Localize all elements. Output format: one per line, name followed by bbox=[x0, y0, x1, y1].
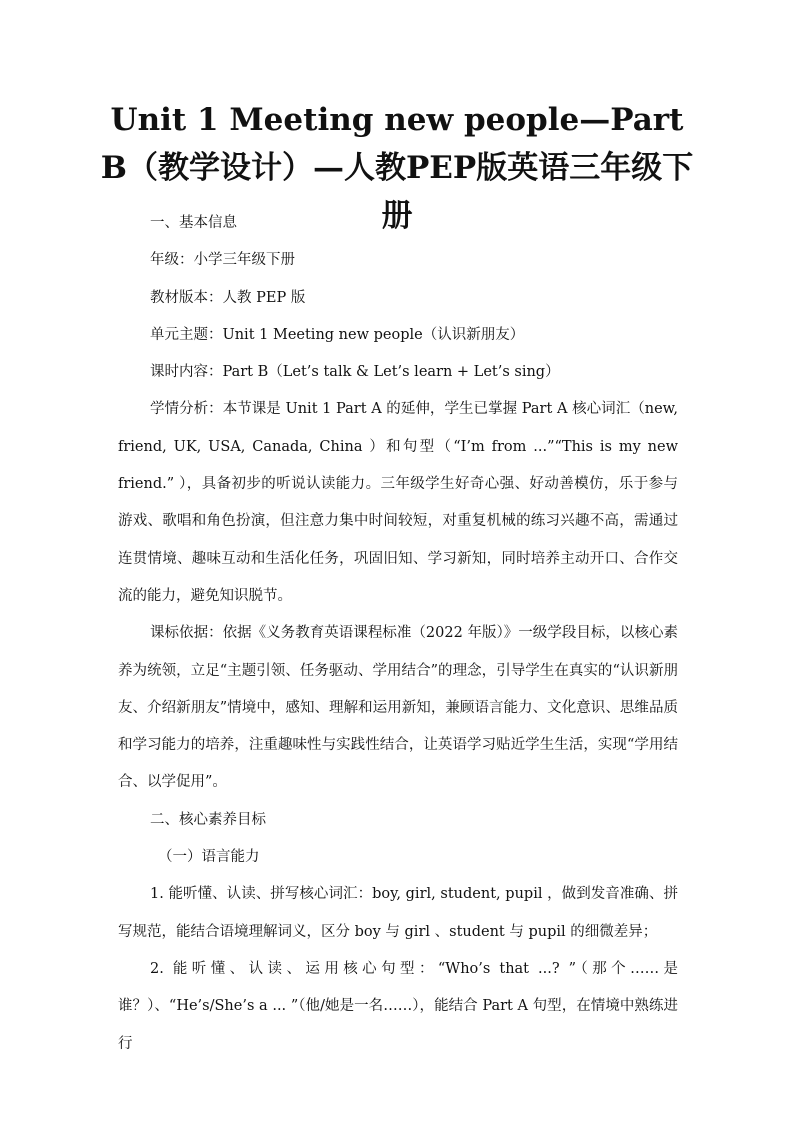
language-ability-heading: （一）语言能力 bbox=[158, 849, 260, 866]
document-body bbox=[118, 205, 678, 1063]
goal-1-paragraph: 1. 能听懂、认读、拼写核心词汇：boy, girl, student, pupil ，做到发音准确、拼写规范，能结合语境理解词义，区分 boy 与 girl 、student 与 pupil 的细微差异； bbox=[118, 886, 678, 940]
grade-line: 年级：小学三年级下册 bbox=[150, 252, 295, 269]
lesson-content-line: 课时内容：Part B（Let’s talk & Let’s learn + Let’s sing） bbox=[150, 364, 560, 381]
curriculum-basis-paragraph: 课标依据：依据《义务教育英语课程标准（2022 年版）》一级学段目标，以核心素养为统领，立足“主题引领、任务驱动、学用结合”的理念，引导学生在真实的“认识新朋友、介绍新朋友”情境中，感知、理解和运用新知，兼顾语言能力、文化意识、思维品质和学习能力的培养，注重趣味性与实践性结合，让英语学习贴近学生生活，实现“学用结合、以学促用”。 bbox=[118, 625, 678, 791]
unit-theme-line: 单元主题：Unit 1 Meeting new people（认识新朋友） bbox=[150, 326, 525, 343]
document-title: Unit 1 Meeting new people—Part B（教学设计）—人教PEP版英语三年级下册 bbox=[100, 102, 694, 234]
learner-analysis-paragraph: 学情分析：本节课是 Unit 1 Part A 的延伸，学生已掌握 Part A 核心词汇（new, friend, UK, USA, Canada, China ）和句型（“I’m from ...”“This is my new friend.” ），具备初步的听说认读能力。三年级学生好奇心强、好动善模仿，乐于参与游戏、歌唱和角色扮演，但注意力集中时间较短，对重复机械的练习兴趣不高，需通过连贯情境、趣味互动和生活化任务，巩固旧知、学习新知，同时培养主动开口、合作交流的能力，避免知识脱节。 bbox=[118, 401, 678, 604]
textbook-line: 教材版本：人教 PEP 版 bbox=[150, 289, 306, 306]
core-goals-heading: 二、核心素养目标 bbox=[150, 811, 266, 828]
goal-2-paragraph: 2. 能听懂、认读、运用核心句型：“Who’s that ...? ”（那个……是谁？）、“He’s/She’s a ... ”（他/她是一名……），能结合 Part A 句型，在情境中熟练进行 bbox=[118, 960, 678, 1052]
basic-info-heading: 一、基本信息 bbox=[150, 215, 237, 231]
